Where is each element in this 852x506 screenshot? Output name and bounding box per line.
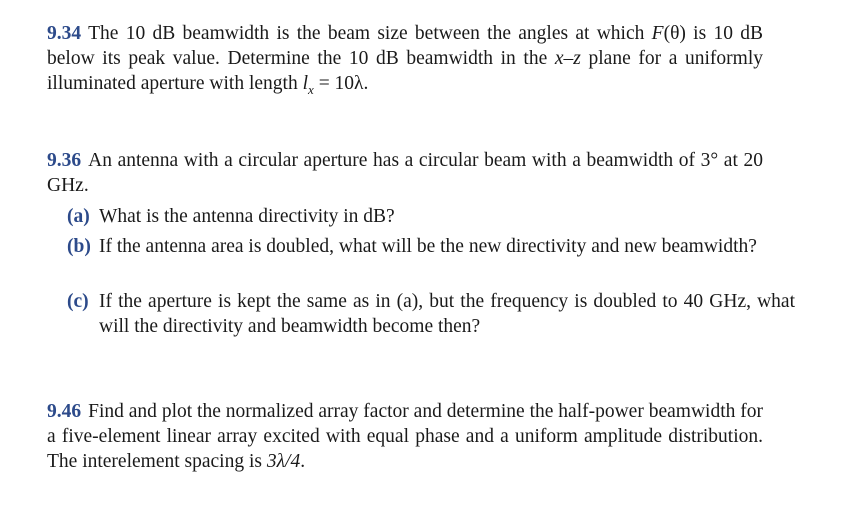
subpart-label: (a) <box>67 206 90 227</box>
subpart-label: (b) <box>67 236 91 257</box>
subpart-label: (c) <box>67 291 89 312</box>
subpart-text: If the aperture is kept the same as in (a), but the frequency is doubled to 40 GHz, what will the directivity and beamwidth become then? <box>99 291 795 337</box>
math-symbol: x–z <box>554 48 581 69</box>
problem-9-46 <box>47 399 763 474</box>
problem-number: 9.46 <box>47 401 82 422</box>
problem-text: An antenna with a circular aperture has a circular beam with a beamwidth of 3° at 20 GHz. <box>47 150 763 196</box>
problem-text: The 10 dB beamwidth is the beam size between the angles at which <box>88 23 652 44</box>
problem-9-34 <box>47 21 763 96</box>
problem-9-36 <box>47 148 763 198</box>
subpart-a <box>67 204 795 229</box>
subpart-text: If the antenna area is doubled, what will be the new directivity and new beamwidth? <box>99 236 757 257</box>
problem-text: . <box>363 73 369 94</box>
math-expression: = 10λ <box>313 73 364 94</box>
math-symbol: l <box>302 73 309 94</box>
math-symbol: F <box>651 23 664 44</box>
problem-text: Find and plot the normalized array factor and determine the half-power beamwidth for a five-element linear array excited with equal phase and a uniform amplitude distribution. The interelement spacing is <box>47 401 763 472</box>
problem-text: . <box>300 451 306 472</box>
subpart-c <box>67 289 795 339</box>
problem-text: is 10 dB below its peak value. Determine the 10 dB beamwidth in the <box>47 23 763 69</box>
math-subscript: x <box>308 81 314 97</box>
math-symbol: (θ) <box>663 23 686 44</box>
problem-number: 9.36 <box>47 150 82 171</box>
subpart-text: What is the antenna directivity in dB? <box>99 206 395 227</box>
math-expression: 3λ/4 <box>266 451 301 472</box>
problem-text: plane for a uniformly illuminated aperture with length <box>47 48 763 94</box>
problem-number: 9.34 <box>47 23 82 44</box>
subpart-b <box>67 234 795 259</box>
